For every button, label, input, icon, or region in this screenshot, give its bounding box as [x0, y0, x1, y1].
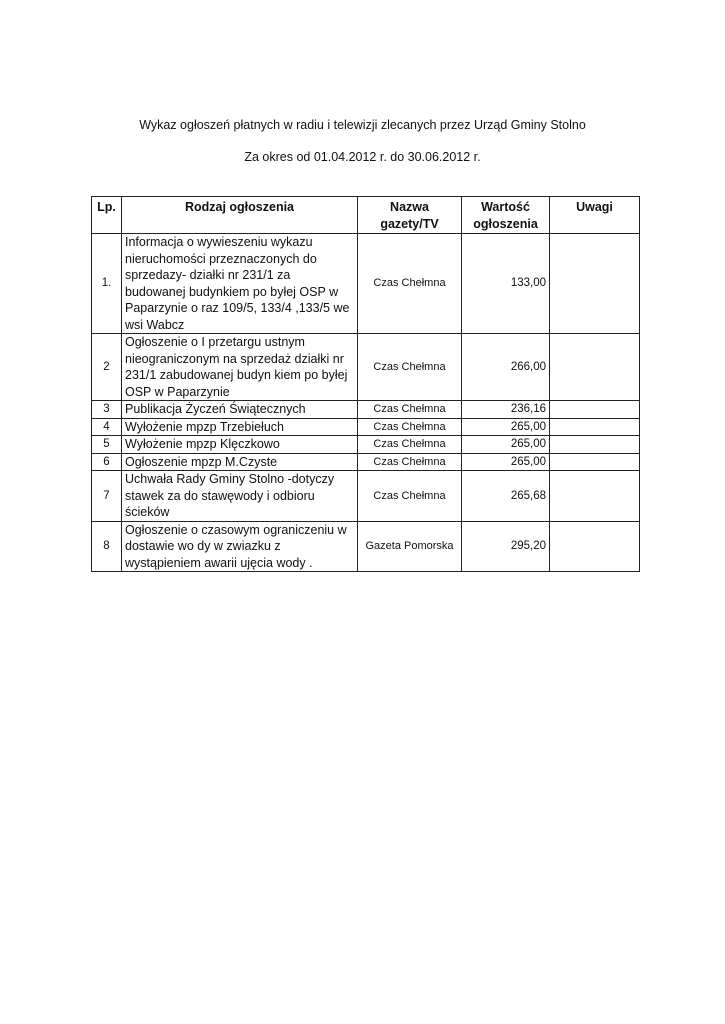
- row-lp: 4: [92, 418, 122, 436]
- header-value-line1: Wartość: [481, 200, 530, 214]
- row-lp: 8: [92, 521, 122, 572]
- row-value: 133,00: [462, 234, 550, 334]
- row-lp: 5: [92, 436, 122, 454]
- row-paper: Czas Chełmna: [358, 334, 462, 401]
- row-lp: 3: [92, 401, 122, 419]
- header-kind: Rodzaj ogłoszenia: [122, 197, 358, 234]
- table-row: [92, 471, 640, 522]
- row-kind: Informacja o wywieszeniu wykazu nieruchomości przeznaczonych do sprzedazy- działki nr 231/1 za budowanej budynkiem po byłej OSP w Paparzynie o raz 109/5, 133/4 ,133/5 we wsi Wabcz: [122, 234, 358, 334]
- row-kind: Wyłożenie mpzp Klęczkowo: [122, 436, 358, 454]
- table-row: [92, 334, 640, 401]
- row-kind: Ogłoszenie o czasowym ograniczeniu w dostawie wo dy w zwiazku z wystąpieniem awarii ujęcia wody .: [122, 521, 358, 572]
- row-lp: 6: [92, 453, 122, 471]
- row-notes: [550, 471, 640, 522]
- row-kind: Ogłoszenie mpzp M.Czyste: [122, 453, 358, 471]
- row-paper: Czas Chełmna: [358, 453, 462, 471]
- row-notes: [550, 436, 640, 454]
- row-value: 265,00: [462, 418, 550, 436]
- row-paper: Czas Chełmna: [358, 436, 462, 454]
- row-paper: Czas Chełmna: [358, 471, 462, 522]
- row-paper: Gazeta Pomorska: [358, 521, 462, 572]
- table-header-row: [92, 197, 640, 234]
- table-row: [92, 453, 640, 471]
- row-kind: Uchwała Rady Gminy Stolno -dotyczy stawek za do stawęwody i odbioru ścieków: [122, 471, 358, 522]
- row-kind: Ogłoszenie o I przetargu ustnym nieograniczonym na sprzedaż działki nr 231/1 zabudowanej budyn kiem po byłej OSP w Paparzynie: [122, 334, 358, 401]
- row-kind: Publikacja Życzeń Świątecznych: [122, 401, 358, 419]
- row-paper: Czas Chełmna: [358, 234, 462, 334]
- table-row: [92, 436, 640, 454]
- row-notes: [550, 418, 640, 436]
- header-lp: Lp.: [92, 197, 122, 234]
- table-row: [92, 234, 640, 334]
- row-lp: 7: [92, 471, 122, 522]
- row-kind: Wyłożenie mpzp Trzebiełuch: [122, 418, 358, 436]
- row-paper: Czas Chełmna: [358, 418, 462, 436]
- row-value: 295,20: [462, 521, 550, 572]
- row-value: 266,00: [462, 334, 550, 401]
- header-notes: Uwagi: [550, 197, 640, 234]
- header-paper: [358, 197, 462, 234]
- table-row: [92, 521, 640, 572]
- row-notes: [550, 521, 640, 572]
- row-notes: [550, 334, 640, 401]
- row-notes: [550, 401, 640, 419]
- row-value: 236,16: [462, 401, 550, 419]
- table-row: [92, 401, 640, 419]
- document-title: Wykaz ogłoszeń płatnych w radiu i telewizji zlecanych przez Urząd Gminy Stolno: [139, 118, 586, 132]
- header-paper-line2: gazety/TV: [380, 216, 439, 231]
- document-period: Za okres od 01.04.2012 r. do 30.06.2012 r.: [244, 150, 481, 164]
- header-paper-line1: Nazwa: [390, 200, 429, 214]
- row-notes: [550, 453, 640, 471]
- header-value: [462, 197, 550, 234]
- row-lp: 1.: [92, 234, 122, 334]
- row-notes: [550, 234, 640, 334]
- row-value: 265,68: [462, 471, 550, 522]
- row-paper: Czas Chełmna: [358, 401, 462, 419]
- table-row: [92, 418, 640, 436]
- row-value: 265,00: [462, 436, 550, 454]
- advertisements-table: [91, 196, 640, 572]
- row-lp: 2: [92, 334, 122, 401]
- header-value-line2: ogłoszenia: [473, 216, 538, 231]
- row-value: 265,00: [462, 453, 550, 471]
